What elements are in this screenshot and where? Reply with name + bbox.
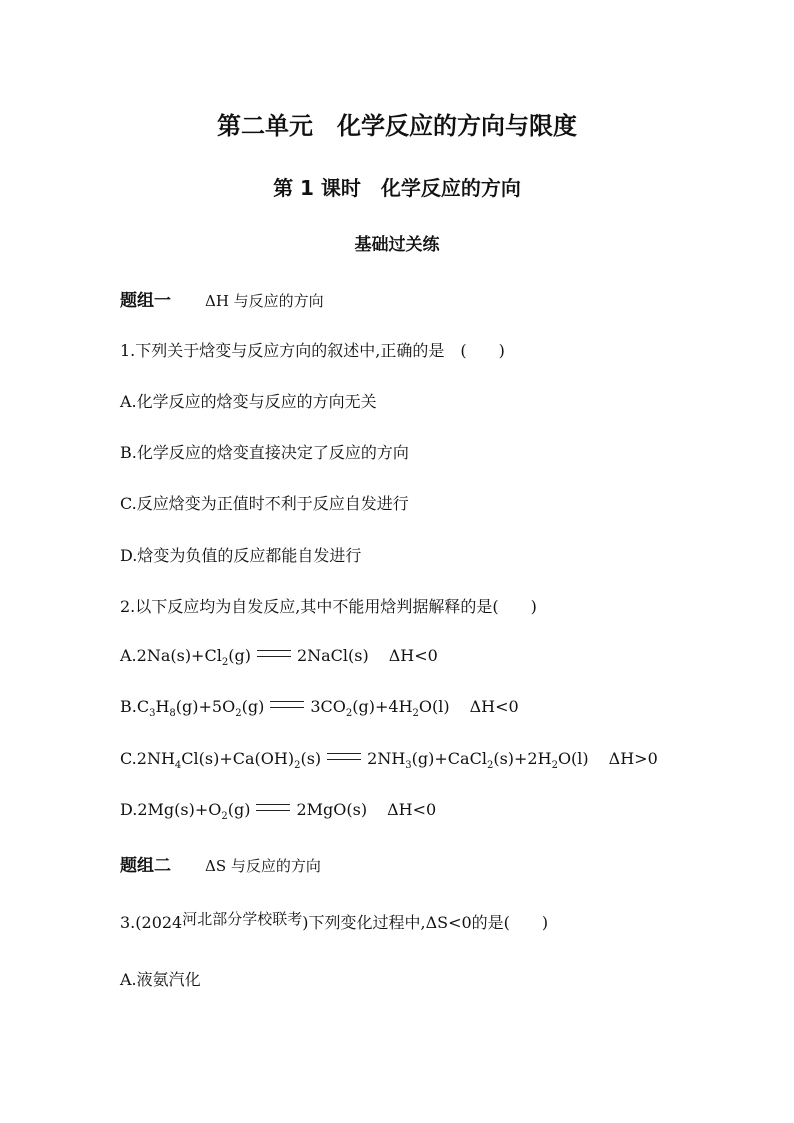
equals-arrow-icon [327,753,361,760]
equals-arrow-icon [270,701,304,708]
question-1-option-b: B.化学反应的焓变直接决定了反应的方向 [120,443,409,462]
lesson-title: 第 1 课时 化学反应的方向 [273,176,521,200]
section-title: 基础过关练 [354,235,440,255]
question-1-option-c: C.反应焓变为正值时不利于反应自发进行 [120,494,409,513]
question-3-stem: 3.(2024河北部分学校联考)下列变化过程中,ΔS<0的是( ) [120,910,549,932]
question-3-option-a: A.液氨汽化 [120,970,201,989]
question-2-option-c: $C.2NH_4Cl(s)+Ca(OH)_2(s)$ $2NH_3(g)+CaCl_2(s)+2H_2O(l)$ ΔH>0 [120,749,658,772]
equals-arrow-icon [257,650,291,657]
question-group-2-heading [120,851,321,876]
question-2-option-b: $B.C_3H_8(g)+5O_2(g)$ $3CO_2(g)+4H_2O(l)$ ΔH<0 [120,697,519,720]
unit-title: 第二单元 化学反应的方向与限度 [217,112,577,140]
question-2-option-d: $D.2Mg(s)+O_2(g)$ 2MgO(s) ΔH<0 [120,800,437,823]
group-topic: ΔH 与反应的方向 [205,292,324,310]
group-topic: ΔS 与反应的方向 [205,857,321,875]
question-source: 河北部分学校联考 [182,910,303,928]
question-2-option-a: $A.2Na(s)+Cl_2(g)$ 2NaCl(s) ΔH<0 [120,646,438,669]
group-label: 题组一 [120,291,171,311]
question-1-stem: 1.下列关于焓变与反应方向的叙述中,正确的是 ( ) [120,341,505,360]
group-label: 题组二 [120,856,171,876]
question-group-1-heading [120,286,324,311]
question-2-stem: 2.以下反应均为自发反应,其中不能用焓判据解释的是( ) [120,597,537,616]
question-1-option-a: A.化学反应的焓变与反应的方向无关 [120,392,377,411]
question-1-option-d: D.焓变为负值的反应都能自发进行 [120,546,362,565]
equals-arrow-icon [256,804,290,811]
